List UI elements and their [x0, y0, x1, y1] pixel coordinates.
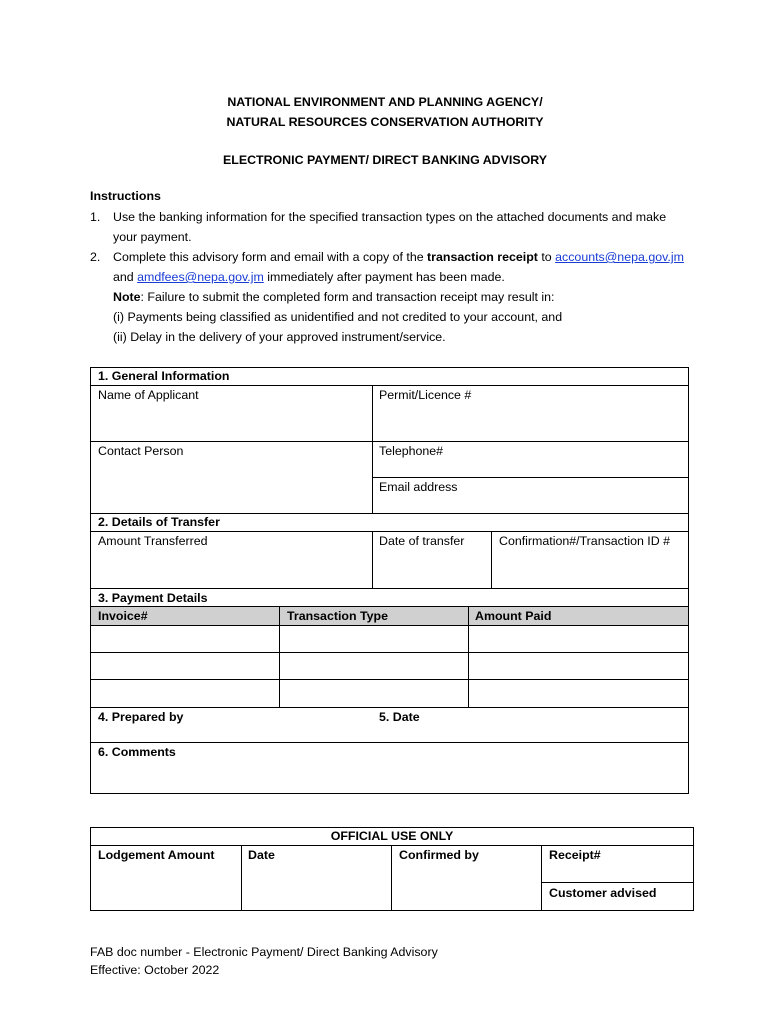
permit-licence-label: Permit/Licence #: [379, 388, 472, 402]
confirmed-by-label: Confirmed by: [399, 848, 479, 862]
instructions-heading: Instructions: [90, 189, 161, 203]
name-of-applicant-label: Name of Applicant: [98, 388, 199, 402]
instruction-text-part: and: [113, 270, 138, 284]
lodgement-amount-label: Lodgement Amount: [98, 848, 215, 862]
table-border-top: [90, 827, 694, 828]
instruction-text: Use the banking information for the specified transaction types on the attached documents and make: [113, 210, 667, 224]
amount-paid-column-header: Amount Paid: [475, 609, 552, 623]
table-rule: [90, 679, 689, 680]
instruction-text-part: to: [537, 250, 556, 264]
official-date-label: Date: [248, 848, 275, 862]
table-rule: [90, 625, 689, 626]
official-use-title: OFFICIAL USE ONLY: [330, 829, 454, 843]
instruction-item-2-cont: [113, 270, 733, 284]
table-rule: [90, 606, 689, 607]
customer-advised-label: Customer advised: [549, 886, 657, 900]
table-column-divider: [468, 606, 469, 708]
section-comments: 6. Comments: [98, 745, 176, 759]
transaction-receipt-emphasis: transaction receipt: [427, 250, 538, 264]
amdfees-email-link[interactable]: amdfees@nepa.gov.jm: [137, 270, 264, 284]
payment-details-header-shade: [91, 607, 689, 625]
table-rule: [372, 477, 689, 478]
table-rule: [90, 531, 689, 532]
table-rule: [90, 441, 689, 442]
note-text: : Failure to submit the completed form and transaction receipt may result in:: [140, 290, 555, 304]
confirmation-id-label: Confirmation#/Transaction ID #: [499, 534, 671, 548]
footer-doc-number: FAB doc number - Electronic Payment/ Direct Banking Advisory: [90, 945, 438, 959]
note-item-ii: (ii) Delay in the delivery of your approved instrument/service.: [113, 330, 446, 344]
instruction-text: [113, 250, 684, 264]
table-border-left: [90, 367, 91, 794]
telephone-label: Telephone#: [379, 444, 444, 458]
transaction-type-column-header: Transaction Type: [287, 609, 388, 623]
agency-name-line2: NATURAL RESOURCES CONSERVATION AUTHORITY: [226, 115, 544, 129]
table-rule: [90, 588, 689, 589]
instruction-text-part: immediately after payment has been made.: [263, 270, 505, 284]
table-rule: [90, 742, 689, 743]
section-date: 5. Date: [379, 710, 420, 724]
table-border-bottom: [90, 910, 694, 911]
section-prepared-by: 4. Prepared by: [98, 710, 184, 724]
table-rule: [90, 707, 689, 708]
instruction-item-2: [90, 250, 710, 264]
instruction-number: 2.: [90, 250, 101, 264]
contact-person-label: Contact Person: [98, 444, 184, 458]
accounts-email-link[interactable]: accounts@nepa.gov.jm: [555, 250, 684, 264]
form-title: ELECTRONIC PAYMENT/ DIRECT BANKING ADVISORY: [222, 153, 547, 167]
section-details-of-transfer: 2. Details of Transfer: [98, 515, 220, 529]
table-column-divider: [491, 531, 492, 589]
table-rule: [90, 385, 689, 386]
table-rule: [541, 882, 694, 883]
table-border-right: [688, 367, 689, 794]
email-address-label: Email address: [379, 480, 458, 494]
section-general-information: 1. General Information: [98, 369, 230, 383]
instruction-item-1: [90, 210, 710, 224]
instruction-item-1-cont: your payment.: [113, 230, 192, 244]
table-border-top: [90, 367, 689, 368]
agency-name-line1: NATIONAL ENVIRONMENT AND PLANNING AGENCY/: [227, 95, 543, 109]
table-column-divider: [372, 531, 373, 589]
table-column-divider: [372, 385, 373, 514]
date-of-transfer-label: Date of transfer: [379, 534, 465, 548]
table-border-bottom: [90, 793, 689, 794]
table-rule: [90, 845, 694, 846]
note-line: [113, 290, 733, 304]
table-column-divider: [541, 845, 542, 911]
table-column-divider: [279, 606, 280, 708]
table-rule: [90, 652, 689, 653]
table-rule: [90, 513, 689, 514]
section-payment-details: 3. Payment Details: [98, 591, 208, 605]
table-column-divider: [391, 845, 392, 911]
invoice-column-header: Invoice#: [98, 609, 148, 623]
receipt-label: Receipt#: [549, 848, 601, 862]
note-item-i: (i) Payments being classified as unidentified and not credited to your account, and: [113, 310, 563, 324]
footer-effective-date: Effective: October 2022: [90, 963, 220, 977]
note-label: Note: [113, 290, 141, 304]
amount-transferred-label: Amount Transferred: [98, 534, 208, 548]
instruction-number: 1.: [90, 210, 101, 224]
table-column-divider: [241, 845, 242, 911]
instruction-text-part: Complete this advisory form and email with a copy of the: [113, 250, 428, 264]
